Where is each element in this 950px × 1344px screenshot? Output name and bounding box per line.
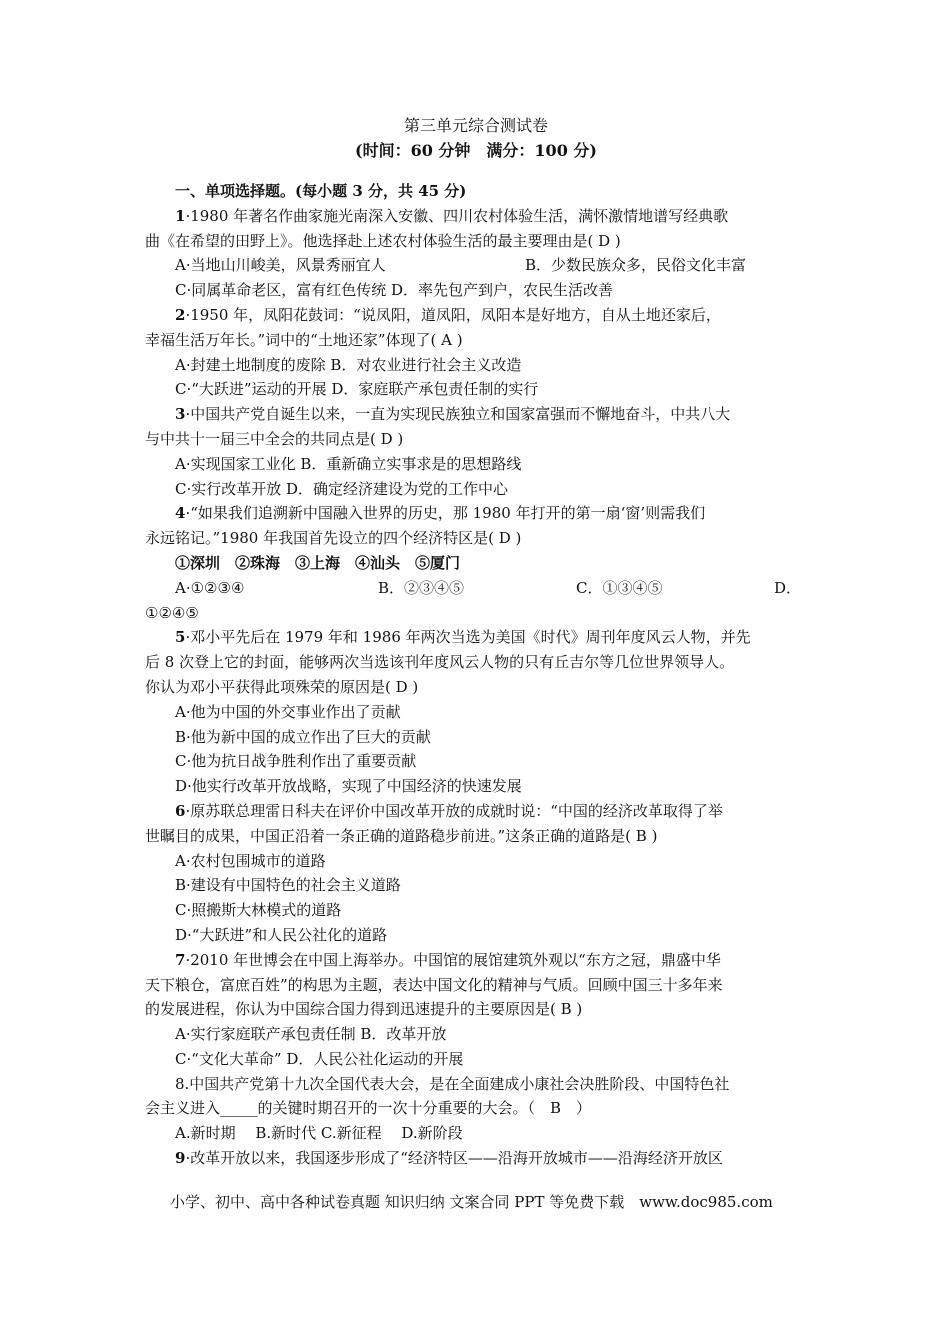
question-4-options xyxy=(145,576,807,601)
page-title: 第三单元综合测试卷 xyxy=(403,116,548,135)
question-7-line-3: 的发展进程，你认为中国综合国力得到迅速提升的主要原因是( B ) xyxy=(145,1000,583,1019)
question-2-options-cd: C·“大跃进”运动的开展 D．家庭联产承包责任制的实行 xyxy=(175,380,539,399)
question-4-option-d-cont: ①②④⑤ xyxy=(145,603,199,622)
question-number: 4 xyxy=(175,504,186,523)
option-a: A·农村包围城市的道路 xyxy=(175,851,326,870)
question-number: 6 xyxy=(175,801,186,820)
question-6-line-2: 世瞩目的成果，中国正沿着一条正确的道路稳步前进。”这条正确的道路是( B ) xyxy=(145,826,658,845)
question-2-line-2: 幸福生活万年长。”词中的“土地还家”体现了( A ) xyxy=(145,330,463,349)
question-7-options-ab: A·实行家庭联产承包责任制 B．改革开放 xyxy=(175,1025,447,1044)
question-number: 5 xyxy=(175,628,186,647)
question-7-line-2: 天下粮仓，富庶百姓”的构思为主题，表达中国文化的精神与气质。回顾中国三十多年来 xyxy=(145,975,723,994)
question-4: 4·“如果我们追溯新中国融入世界的历史，那 1980 年打开的第一扇‘窗’则需我们 xyxy=(175,504,706,523)
question-5-line-3: 你认为邓小平获得此项殊荣的原因是( D ) xyxy=(145,677,419,696)
option-b: B·他为新中国的成立作出了巨大的贡献 xyxy=(175,727,431,746)
question-8-line-2: 会主义进入_____的关键时期召开的一次十分重要的大会。（ B ） xyxy=(145,1099,592,1118)
question-4-line-2: 永远铭记。”1980 年我国首先设立的四个经济特区是( D ) xyxy=(145,529,522,548)
question-8-options: A.新时期 B.新时代 C.新征程 D.新阶段 xyxy=(175,1124,463,1143)
question-2: 2·1950 年，凤阳花鼓词：“说凤阳，道凤阳，凤阳本是好地方，自从土地还家后， xyxy=(175,305,721,324)
option-d: D·“大跃进”和人民公社化的道路 xyxy=(175,925,388,944)
option-d: D． xyxy=(774,578,802,597)
option-b: B．②③④⑤ xyxy=(378,578,465,597)
option-d: D·他实行改革开放战略，实现了中国经济的快速发展 xyxy=(175,777,522,796)
question-number: 3 xyxy=(175,405,186,424)
question-1-options-cd: C·同属革命老区，富有红色传统 D．率先包产到户，农民生活改善 xyxy=(175,281,614,300)
question-3-options-ab: A·实现国家工业化 B．重新确立实事求是的思想路线 xyxy=(175,454,522,473)
question-1-line-2: 曲《在希望的田野上》。他选择赴上述农村体验生活的最主要理由是( D ) xyxy=(145,231,621,250)
question-3: 3·中国共产党自诞生以来，一直为实现民族独立和国家富强而不懈地奋斗，中共八大 xyxy=(175,405,731,424)
question-number: 1 xyxy=(175,206,186,225)
question-2-options-ab: A·封建土地制度的废除 B．对农业进行社会主义改造 xyxy=(175,355,522,374)
question-3-options-cd: C·实行改革开放 D．确定经济建设为党的工作中心 xyxy=(175,479,509,498)
exam-page xyxy=(145,113,807,1171)
question-number: 7 xyxy=(175,950,186,969)
option-c: C·照搬斯大林模式的道路 xyxy=(175,901,342,920)
question-number: 9 xyxy=(175,1149,186,1168)
option-a: A·①②③④ xyxy=(175,578,245,597)
option-a: A·他为中国的外交事业作出了贡献 xyxy=(175,702,401,721)
question-1-options-ab xyxy=(145,253,807,278)
option-b: B．少数民族众多，民俗文化丰富 xyxy=(525,256,747,275)
option-c: C．①③④⑤ xyxy=(576,578,663,597)
question-8: 8.中国共产党第十九次全国代表大会，是在全面建成小康社会决胜阶段、中国特色社 xyxy=(175,1074,730,1093)
question-7: 7·2010 年世博会在中国上海举办。中国馆的展馆建筑外观以“东方之冠，鼎盛中华 xyxy=(175,950,721,969)
question-4-items: ①深圳 ②珠海 ③上海 ④汕头 ⑤厦门 xyxy=(175,553,461,572)
question-3-line-2: 与中共十一届三中全会的共同点是( D ) xyxy=(145,429,404,448)
page-subtitle: (时间：60 分钟 满分：100 分) xyxy=(355,141,597,160)
question-9: 9·改革开放以来，我国逐步形成了“经济特区——沿海开放城市——沿海经济开放区 xyxy=(175,1149,723,1168)
question-number: 2 xyxy=(175,305,186,324)
option-a: A·当地山川峻美，风景秀丽宜人 xyxy=(175,256,386,275)
question-1: 1·1980 年著名作曲家施光南深入安徽、四川农村体验生活，满怀激情地谱写经典歌 xyxy=(175,206,729,225)
option-c: C·他为抗日战争胜利作出了重要贡献 xyxy=(175,752,417,771)
page-footer: 小学、初中、高中各种试卷真题 知识归纳 文案合同 PPT 等免费下载 www.doc985.com xyxy=(170,1193,773,1211)
question-6: 6·原苏联总理雷日科夫在评价中国改革开放的成就时说：“中国的经济改革取得了举 xyxy=(175,801,723,820)
question-5-line-2: 后 8 次登上它的封面，能够两次当选该刊年度风云人物的只有丘吉尔等几位世界领导人。 xyxy=(145,653,735,672)
question-7-options-cd: C·“文化大革命” D．人民公社化运动的开展 xyxy=(175,1049,464,1068)
option-b: B·建设有中国特色的社会主义道路 xyxy=(175,876,401,895)
section-heading: 一、单项选择题。(每小题 3 分，共 45 分) xyxy=(175,182,467,200)
question-5: 5·邓小平先后在 1979 年和 1986 年两次当选为美国《时代》周刊年度风云人物，并先 xyxy=(175,628,751,647)
